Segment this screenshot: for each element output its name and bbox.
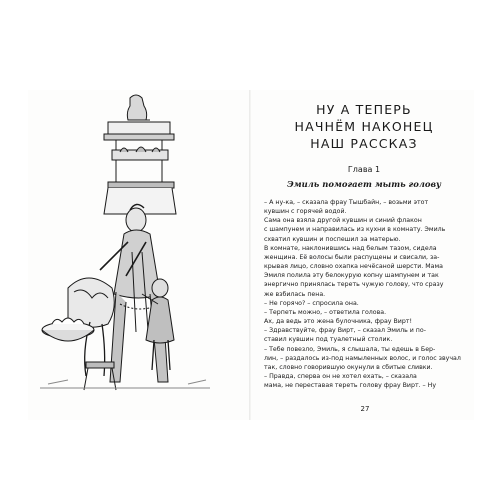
chapter-heading [268, 101, 460, 152]
text-line: – Тебе повезло, Эмиль, я слышала, ты едешь в Бер- [264, 345, 436, 353]
book-gutter [249, 90, 251, 420]
text-line: – А ну-ка, – сказала фрау Тышбайн, – возьми этот [264, 199, 429, 206]
illustration-drawing [38, 92, 214, 392]
text-line: – Здравствуйте, фрау Вирт, – сказал Эмиль и по- [264, 327, 426, 335]
text-line: схватил кувшин и поспешил за матерью. [264, 235, 401, 243]
chapter-heading-line: НАЧНЁМ НАКОНЕЦ [294, 119, 434, 134]
text-line: Сама она взяла другой кувшин и синий флакон [264, 217, 422, 225]
chapter-heading-line: НУ А ТЕПЕРЬ [316, 102, 412, 117]
chapter-number: Глава 1 [347, 165, 381, 174]
text-line: крывая лицо, словно охапка нечёсаной шерсти. Мама [264, 263, 444, 271]
text-line: с шампунем и направилась из кухни в комнату. Эмиль [264, 226, 446, 234]
page-number: 27 [360, 405, 370, 413]
chapter-heading-line: НАШ РАССКАЗ [310, 136, 418, 151]
text-line: Эмиля полила эту белокурую копну шампунем и так [264, 272, 439, 280]
text-line: так, словно говорившую окунули в сбитые сливки. [264, 363, 433, 371]
illustration-hair-washing [38, 92, 214, 392]
text-line: В комнате, наклонившись над белым тазом, сидела [264, 244, 437, 252]
text-line: – Терпеть можно, – ответила голова. [264, 308, 387, 316]
chapter-body-text [264, 198, 464, 390]
text-line: мама, не переставая тереть голову фрау Вирт. – Ну [264, 382, 437, 390]
text-line: же взбилась пена. [264, 290, 326, 298]
text-line: – Правда, сперва он не хотел ехать, – сказала [264, 372, 417, 380]
text-line: ставил кувшин под туалетный столик. [264, 336, 393, 344]
text-line: женщина. Её волосы были распущены и свисали, за- [264, 253, 440, 261]
text-line: энергично принялась тереть чужую голову, что сразу [264, 281, 444, 289]
text-line: кувшин с горячей водой. [264, 208, 347, 216]
text-line: лин, – раздалось из-под намыленных волос, и голос звучал [264, 354, 461, 362]
text-line: – Не горячо? – спросила она. [264, 299, 359, 307]
chapter-title: Эмиль помогает мыть голову [286, 179, 442, 189]
text-line: Ах, да ведь это жена булочника, фрау Вирт! [264, 318, 412, 326]
